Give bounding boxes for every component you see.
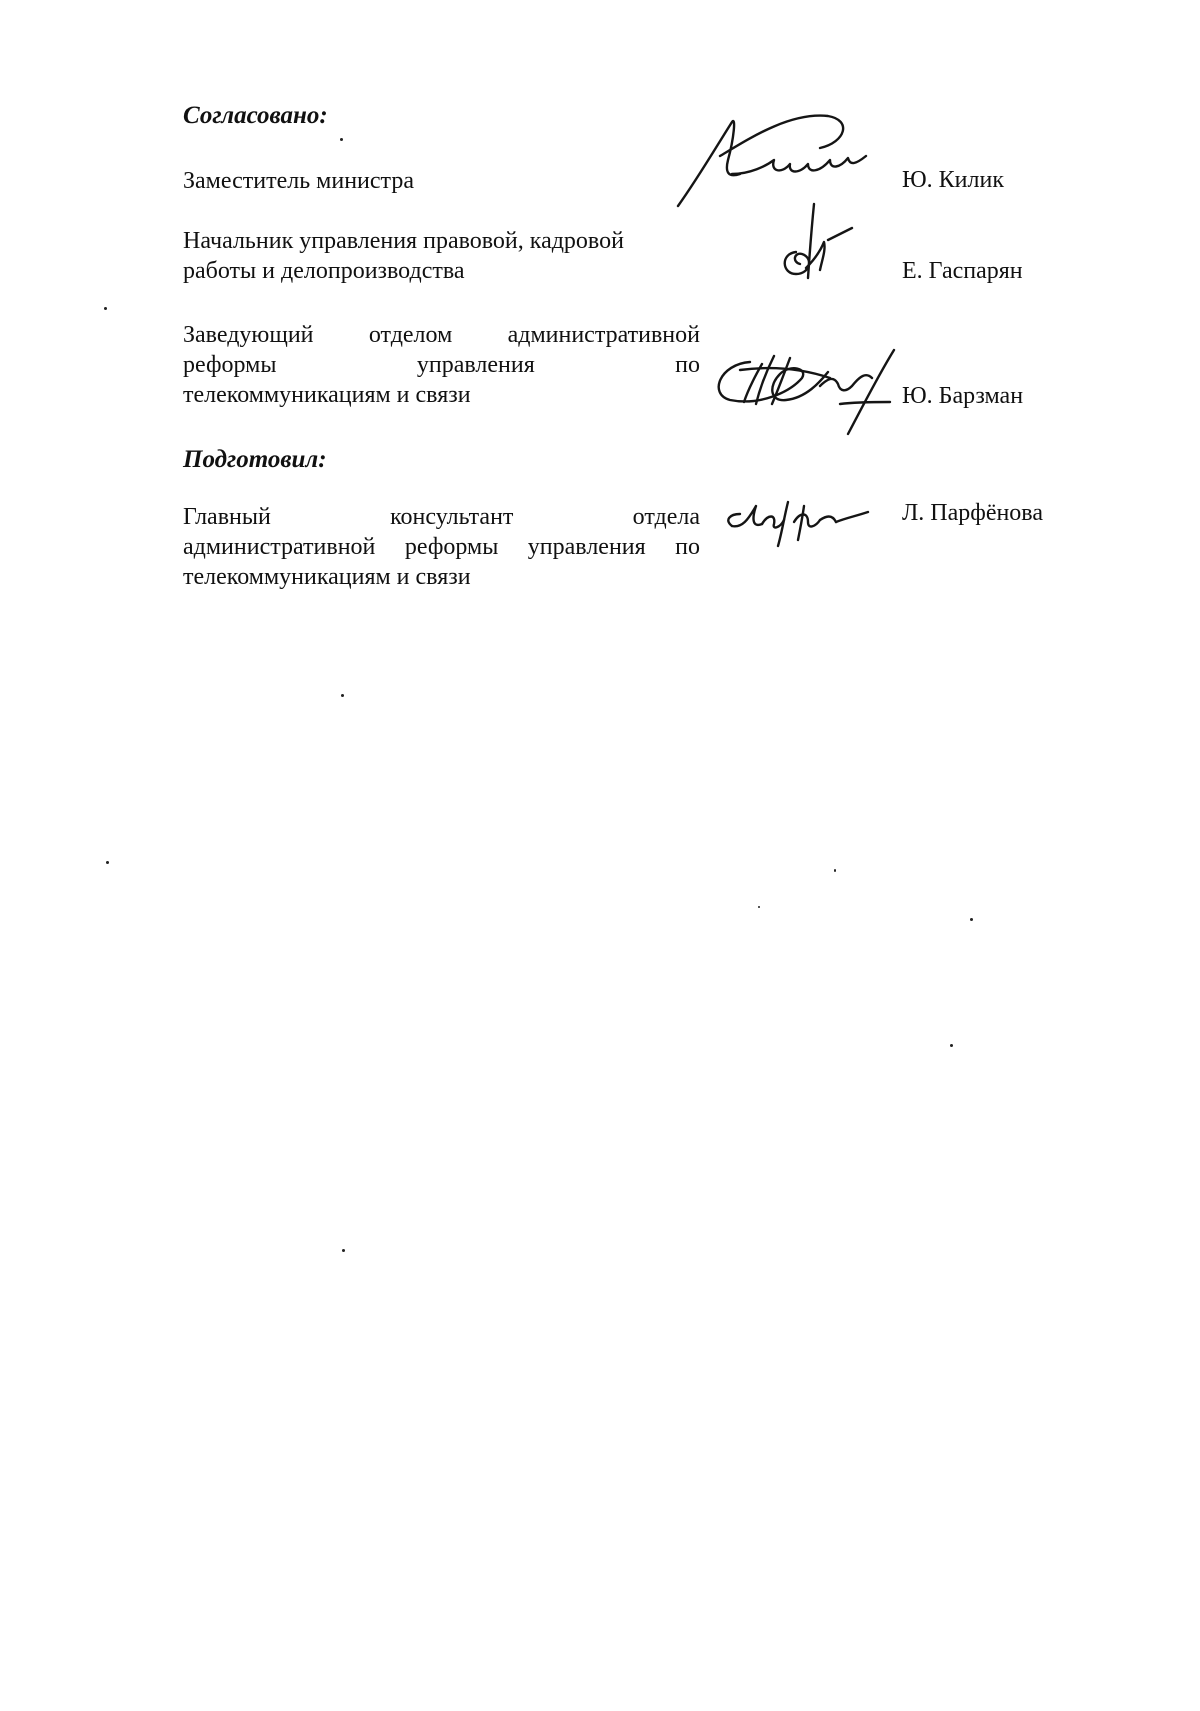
position-line: Заведующий отделом административной [183,322,700,348]
prepared-heading: Подготовил: [183,446,327,473]
signatory-position-deputy-minister [183,166,700,196]
scan-speck [950,1044,953,1047]
preparer-name: Л. Парфёнова [902,500,1043,526]
scan-speck [106,861,109,864]
signature-parfenova [722,494,872,554]
preparer-position [183,502,700,592]
signatory-position-head-reform [183,320,700,410]
signatory-name: Ю. Барзман [902,383,1024,409]
scan-speck [342,1249,345,1252]
signatory-position-head-legal [183,226,700,286]
scan-speck [340,138,343,141]
scan-speck [341,694,344,697]
scan-speck [104,307,107,310]
position-line: реформы управления по [183,352,700,378]
position-line: телекоммуникациям и связи [183,382,471,408]
position-line: административной реформы управления по [183,534,700,560]
position-line: работы и делопроизводства [183,258,465,284]
position-line: Заместитель министра [183,168,414,194]
signatory-name: Ю. Килик [902,167,1004,193]
position-line: Начальник управления правовой, кадровой [183,228,624,254]
scan-speck [834,869,836,872]
signatory-name: Е. Гаспарян [902,258,1023,284]
position-line: телекоммуникациям и связи [183,564,471,590]
scan-speck [970,918,973,921]
signature-barzman [710,348,900,438]
signature-gasparyan [770,198,870,288]
scan-speck [758,906,760,908]
approved-heading: Согласовано: [183,102,328,129]
position-line: Главный консультант отдела [183,504,700,530]
